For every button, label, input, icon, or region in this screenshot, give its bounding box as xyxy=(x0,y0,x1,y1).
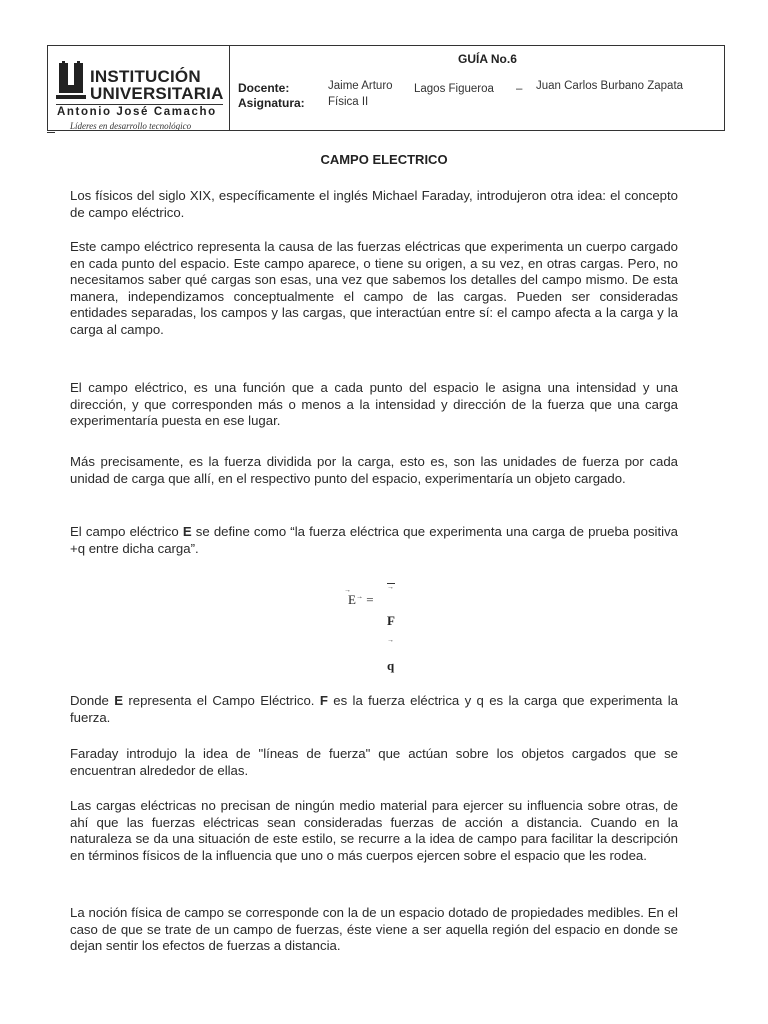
formula-lhs xyxy=(348,592,374,608)
paragraph-8: Las cargas eléctricas no precisan de ningún medio material para ejercer su influencia sobre otras, de ahí que las fuerzas eléctricas sean consideradas fuerzas de acción a distancia. Cuando en la naturaleza se da una situación de este estilo, se recurre a la idea de campo para facilitar la descripción en términos físicos de la influencia que uno o más cuerpos ejercen sobre el espacio que les rodea. xyxy=(70,798,678,863)
paragraph-1: Los físicos del siglo XIX, específicamente el inglés Michael Faraday, introdujeron otra idea: el concepto de campo eléctrico. xyxy=(70,188,678,220)
logo-line-3: Antonio José Camacho xyxy=(57,106,217,118)
page-title: CAMPO ELECTRICO xyxy=(320,152,448,167)
paragraph-5-text-a: El campo eléctrico xyxy=(70,524,183,539)
paragraph-3: El campo eléctrico, es una función que a cada punto del espacio le asigna una intensidad y una dirección, y que corresponden más o menos a la intensidad y dirección de la fuerza que una carga experimentaría puesta en ese lugar. xyxy=(70,380,678,429)
formula-mid-arrow: → xyxy=(387,636,394,644)
logo-line-2: UNIVERSITARIA xyxy=(90,84,224,103)
paragraph-6-text-b: representa el Campo Eléctrico. xyxy=(123,693,320,708)
formula-e-arrow: → xyxy=(355,592,363,601)
paragraph-6-bold-f: F xyxy=(319,693,328,708)
paragraph-6 xyxy=(70,693,678,726)
docente-separator: – xyxy=(516,83,523,95)
electric-field-formula xyxy=(340,580,400,675)
formula-numerator: F xyxy=(387,613,395,628)
guide-title: GUÍA No.6 xyxy=(458,52,517,66)
formula-denominator: q xyxy=(387,658,395,673)
formula-arrow-mark: → xyxy=(344,586,351,594)
header-divider xyxy=(229,46,230,130)
docente-value-2: Lagos Figueroa xyxy=(414,83,494,95)
formula-e: E xyxy=(348,592,356,607)
paragraph-5-text-b: se define como “la fuerza eléctrica que experimenta una carga de prueba positiva +q entre dicha carga”. xyxy=(70,524,678,556)
logo-line-1: INSTITUCIÓN xyxy=(90,67,201,86)
asignatura-value: Física II xyxy=(328,96,369,108)
paragraph-5 xyxy=(70,524,678,557)
paragraph-6-text-a: Donde xyxy=(70,693,115,708)
docente-label: Docente: xyxy=(238,81,290,95)
header-corner-mark xyxy=(47,132,55,133)
paragraph-6-text-c: es la fuerza eléctrica y q es la carga que experimenta la fuerza. xyxy=(70,693,678,725)
docente-value-1: Jaime Arturo xyxy=(328,80,393,92)
paragraph-5-bold-e: E xyxy=(182,524,192,539)
paragraph-2: Este campo eléctrico representa la causa de las fuerzas eléctricas que experimenta un cuerpo cargado en cada punto del espacio. Este campo aparece, o tiene su origen, a su vez, en otras cargas. Pero, no necesitamos saber qué cargas son esas, una vez que sabemos los detalles del campo mismo. De esta manera, independizamos conceptualmente el campo de las cargas. Pueden ser consideradas entidades separadas, los campos y las cargas, que interactúan entre sí: el campo afecta a la carga y la carga al campo. xyxy=(70,239,678,337)
paragraph-9: La noción física de campo se corresponde con la de un espacio dotado de propiedades medibles. En el caso de que se trate de un campo de fuerzas, éste viene a ser aquella región del espacio en donde se dejan sentir los efectos de fuerzas a distancia. xyxy=(70,905,678,954)
institution-logo xyxy=(54,60,226,130)
paragraph-7: Faraday introdujo la idea de "líneas de fuerza" que actúan sobre los objetos cargados que se encuentran alrededor de ellas. xyxy=(70,746,678,778)
docente-value-3: Juan Carlos Burbano Zapata xyxy=(536,80,684,92)
paragraph-4: Más precisamente, es la fuerza dividida por la carga, esto es, son las unidades de fuerza por cada unidad de carga que allí, en el respectivo punto del espacio, experimentaría un objeto cargado. xyxy=(70,454,678,486)
paragraph-6-bold-e: E xyxy=(114,693,124,708)
formula-top-arrow: → xyxy=(387,583,394,591)
asignatura-label: Asignatura: xyxy=(238,96,305,110)
logo-tagline: Líderes en desarrollo tecnológico xyxy=(70,121,192,131)
header-box xyxy=(47,45,725,131)
university-emblem-icon xyxy=(56,61,86,101)
logo-rule xyxy=(56,104,223,105)
formula-equals: = xyxy=(366,592,374,607)
